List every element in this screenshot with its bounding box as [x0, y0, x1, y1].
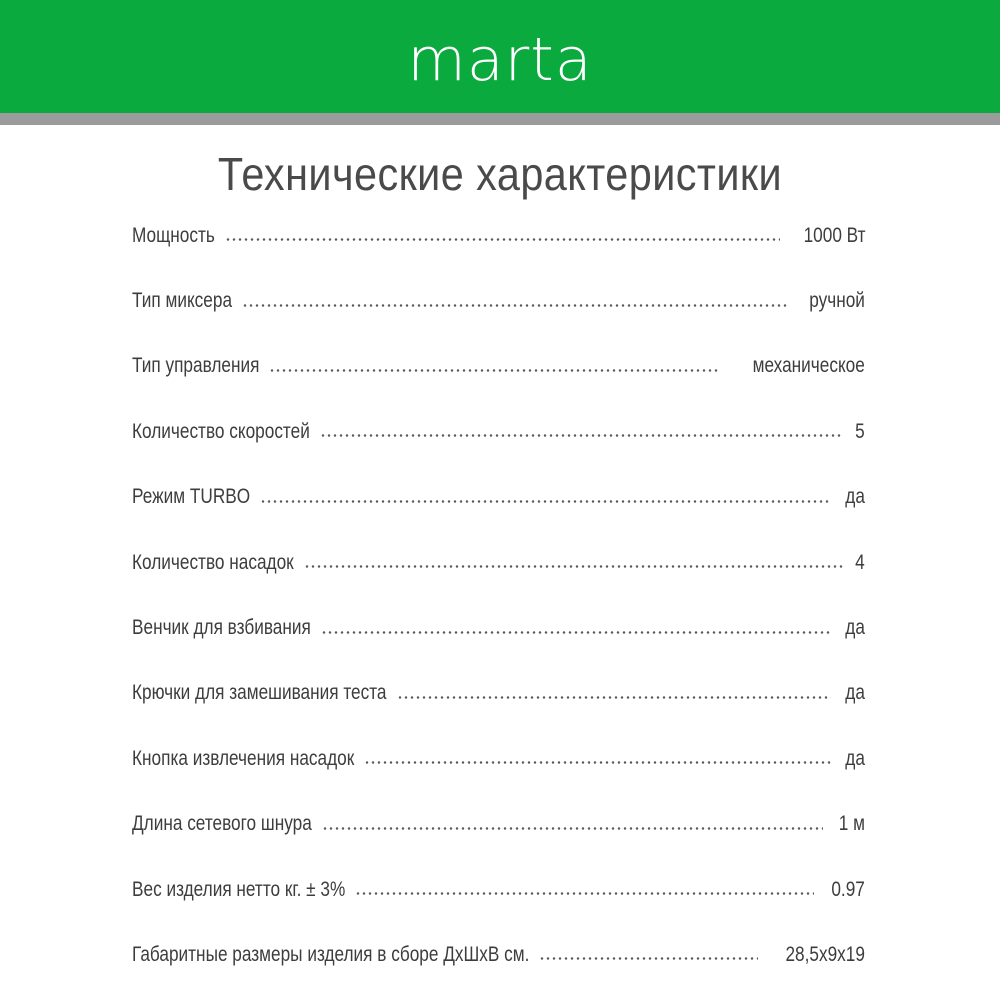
spec-value: да: [845, 485, 865, 509]
spec-value: 28,5х9х19: [785, 942, 865, 966]
header-divider-stripe: [0, 113, 1000, 125]
dot-leader: [322, 827, 823, 830]
dot-leader: [397, 696, 832, 699]
spec-label: Тип миксера: [132, 289, 233, 313]
dot-leader: [242, 304, 787, 307]
specs-list: [132, 203, 865, 988]
spec-label: Крючки для замешивания теста: [132, 681, 387, 705]
spec-row-turbo: [132, 465, 865, 530]
spec-row-mixer-type: [132, 268, 865, 333]
dot-leader: [355, 892, 814, 895]
dot-leader: [364, 761, 831, 764]
spec-row-whisk: [132, 595, 865, 660]
marta-logo: marta: [407, 25, 593, 95]
spec-value: да: [845, 746, 865, 770]
spec-row-eject-button: [132, 726, 865, 791]
spec-value: 1 м: [838, 812, 865, 836]
dot-leader: [321, 631, 831, 634]
spec-row-dimensions: [132, 922, 865, 987]
spec-label: Кнопка извлечения насадок: [132, 746, 355, 770]
spec-row-net-weight: [132, 857, 865, 922]
spec-label: Количество скоростей: [132, 419, 310, 443]
spec-value: 5: [855, 419, 865, 443]
spec-value: да: [845, 681, 865, 705]
spec-row-cord-length: [132, 792, 865, 857]
dot-leader: [269, 369, 718, 372]
brand-header: [0, 0, 1000, 113]
spec-label: Мощность: [132, 223, 215, 247]
dot-leader: [225, 238, 780, 241]
spec-value: 4: [855, 550, 865, 574]
spec-label: Тип управления: [132, 354, 260, 378]
spec-label: Венчик для взбивания: [132, 616, 311, 640]
spec-label: Количество насадок: [132, 550, 294, 574]
spec-value: 0.97: [831, 877, 865, 901]
spec-row-dough-hooks: [132, 661, 865, 726]
spec-label: Вес изделия нетто кг. ± 3%: [132, 877, 346, 901]
dot-leader: [260, 500, 831, 503]
spec-label: Режим TURBO: [132, 485, 251, 509]
spec-row-speeds: [132, 399, 865, 464]
dot-leader: [304, 565, 844, 568]
spec-label: Длина сетевого шнура: [132, 812, 312, 836]
dot-leader: [539, 957, 758, 960]
spec-value: 1000 Вт: [803, 223, 865, 247]
spec-row-attachments-count: [132, 530, 865, 595]
spec-value: да: [845, 616, 865, 640]
page-title: Технические характеристики: [217, 148, 783, 200]
spec-value: ручной: [809, 289, 865, 313]
spec-value: механическое: [752, 354, 865, 378]
dot-leader: [320, 434, 843, 437]
spec-label: Габаритные размеры изделия в сборе ДхШхВ см.: [132, 942, 530, 966]
spec-row-power: [132, 203, 865, 268]
spec-row-control-type: [132, 334, 865, 399]
